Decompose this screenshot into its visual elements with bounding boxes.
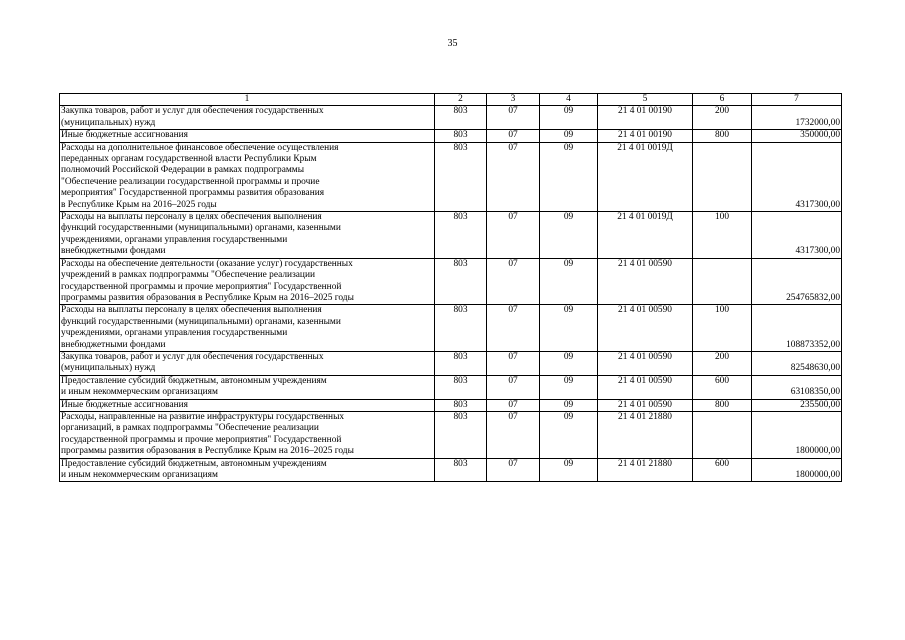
table-header-row: [60, 94, 842, 106]
row-target-article: 21 4 01 00190: [598, 106, 693, 130]
row-ved-code: 803: [435, 142, 487, 211]
table-row: [60, 130, 842, 142]
row-ved-code: 803: [435, 130, 487, 142]
row-subsection-code: 09: [540, 411, 598, 458]
row-subsection-code: 09: [540, 106, 598, 130]
row-amount: 254765832,00: [752, 258, 842, 305]
page-number: 35: [447, 38, 458, 49]
header-col-3: 3: [487, 94, 540, 106]
row-section-code: 07: [487, 130, 540, 142]
table-body: [60, 106, 842, 482]
row-ved-code: 803: [435, 212, 487, 259]
row-amount: 4317300,00: [752, 212, 842, 259]
row-expense-type: [693, 258, 752, 305]
row-expense-type: 600: [693, 458, 752, 482]
row-name: Закупка товаров, работ и услуг для обеспечения государственных (муниципальных) нужд: [60, 106, 435, 130]
row-section-code: 07: [487, 375, 540, 399]
table-row: [60, 258, 842, 305]
row-target-article: 21 4 01 21880: [598, 411, 693, 458]
row-amount: 1800000,00: [752, 411, 842, 458]
row-target-article: 21 4 01 0019Д: [598, 142, 693, 211]
table-row: [60, 399, 842, 411]
row-expense-type: 200: [693, 106, 752, 130]
row-section-code: 07: [487, 399, 540, 411]
row-amount: 350000,00: [752, 130, 842, 142]
row-amount: 1732000,00: [752, 106, 842, 130]
header-col-2: 2: [435, 94, 487, 106]
row-amount: 63108350,00: [752, 375, 842, 399]
row-expense-type: 100: [693, 305, 752, 352]
row-expense-type: 100: [693, 212, 752, 259]
row-ved-code: 803: [435, 375, 487, 399]
row-name: Расходы, направленные на развитие инфраструктуры государственных организаций, в рамках подпрограммы "Обеспечение реализации государственной программы и прочие мероприятия" Государственной программы развития образования в Республике Крым на 2016–2025 годы: [60, 411, 435, 458]
row-section-code: 07: [487, 142, 540, 211]
row-ved-code: 803: [435, 106, 487, 130]
row-subsection-code: 09: [540, 130, 598, 142]
row-name: Предоставление субсидий бюджетным, автономным учреждениям и иным некоммерческим организациям: [60, 375, 435, 399]
row-subsection-code: 09: [540, 258, 598, 305]
row-section-code: 07: [487, 351, 540, 375]
header-col-6: 6: [693, 94, 752, 106]
row-name: Иные бюджетные ассигнования: [60, 399, 435, 411]
row-name: Расходы на выплаты персоналу в целях обеспечения выполнения функций государственными (муниципальными) органами, казенными учреждениями, органами управления государственными внебюджетными фондами: [60, 212, 435, 259]
row-section-code: 07: [487, 212, 540, 259]
row-amount: 108873352,00: [752, 305, 842, 352]
row-target-article: 21 4 01 00590: [598, 258, 693, 305]
row-target-article: 21 4 01 00590: [598, 399, 693, 411]
row-name: Иные бюджетные ассигнования: [60, 130, 435, 142]
row-subsection-code: 09: [540, 351, 598, 375]
row-target-article: 21 4 01 0019Д: [598, 212, 693, 259]
table-row: [60, 142, 842, 211]
row-name: Расходы на обеспечение деятельности (оказание услуг) государственных учреждений в рамках подпрограммы "Обеспечение реализации государственной программы и прочие мероприятия" Государственной программы развития образования в Республике Крым на 2016–2025 годы: [60, 258, 435, 305]
row-section-code: 07: [487, 411, 540, 458]
row-subsection-code: 09: [540, 142, 598, 211]
row-target-article: 21 4 01 21880: [598, 458, 693, 482]
row-name: Расходы на выплаты персоналу в целях обеспечения выполнения функций государственными (муниципальными) органами, казенными учреждениями, органами управления государственными внебюджетными фондами: [60, 305, 435, 352]
row-ved-code: 803: [435, 399, 487, 411]
row-ved-code: 803: [435, 258, 487, 305]
table-row: [60, 305, 842, 352]
row-amount: 82548630,00: [752, 351, 842, 375]
row-section-code: 07: [487, 458, 540, 482]
table-row: [60, 106, 842, 130]
row-name: Расходы на дополнительное финансовое обеспечение осуществления переданных органам государственной власти Республики Крым полномочий Российской Федерации в рамках подпрограммы "Обеспечение реализации государственной программы и прочие мероприятия" Государственной программы развития образования в Республике Крым на 2016–2025 годы: [60, 142, 435, 211]
row-ved-code: 803: [435, 351, 487, 375]
row-ved-code: 803: [435, 458, 487, 482]
row-subsection-code: 09: [540, 399, 598, 411]
row-expense-type: 200: [693, 351, 752, 375]
row-expense-type: 800: [693, 399, 752, 411]
table-row: [60, 411, 842, 458]
row-section-code: 07: [487, 258, 540, 305]
row-subsection-code: 09: [540, 375, 598, 399]
row-target-article: 21 4 01 00590: [598, 305, 693, 352]
row-subsection-code: 09: [540, 458, 598, 482]
row-section-code: 07: [487, 106, 540, 130]
header-col-7: 7: [752, 94, 842, 106]
header-col-1: 1: [60, 94, 435, 106]
header-col-5: 5: [598, 94, 693, 106]
row-name: Предоставление субсидий бюджетным, автономным учреждениям и иным некоммерческим организациям: [60, 458, 435, 482]
row-ved-code: 803: [435, 305, 487, 352]
row-amount: 1800000,00: [752, 458, 842, 482]
row-subsection-code: 09: [540, 212, 598, 259]
table-row: [60, 212, 842, 259]
row-ved-code: 803: [435, 411, 487, 458]
row-subsection-code: 09: [540, 305, 598, 352]
row-target-article: 21 4 01 00590: [598, 375, 693, 399]
header-col-4: 4: [540, 94, 598, 106]
table-row: [60, 351, 842, 375]
row-amount: 235500,00: [752, 399, 842, 411]
row-section-code: 07: [487, 305, 540, 352]
row-expense-type: [693, 142, 752, 211]
row-amount: 4317300,00: [752, 142, 842, 211]
row-name: Закупка товаров, работ и услуг для обеспечения государственных (муниципальных) нужд: [60, 351, 435, 375]
budget-table: [59, 93, 842, 482]
table-row: [60, 458, 842, 482]
row-expense-type: 800: [693, 130, 752, 142]
table-row: [60, 375, 842, 399]
row-expense-type: [693, 411, 752, 458]
row-target-article: 21 4 01 00590: [598, 351, 693, 375]
row-expense-type: 600: [693, 375, 752, 399]
row-target-article: 21 4 01 00190: [598, 130, 693, 142]
